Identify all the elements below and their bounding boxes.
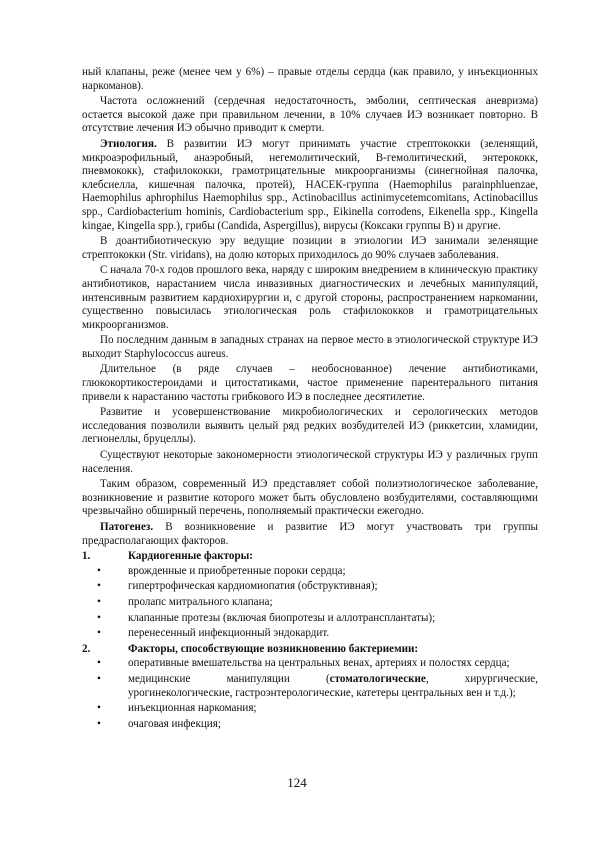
document-body — [82, 66, 538, 733]
bullet-icon: • — [97, 657, 101, 670]
bullet-icon: • — [97, 717, 101, 730]
etiology-heading: Этиология. — [100, 137, 157, 150]
bullet-icon: • — [97, 595, 101, 608]
pathogenesis-heading: Патогенез. — [100, 521, 154, 533]
paragraph: В доантибиотическую эру ведущие позиции в этиологии ИЭ занимали зеленящие стрептококки (Str. viridans), на долю которых приходилось до 90% случаев заболевания. — [82, 235, 538, 261]
list-item: • врожденные и приобретенные пороки сердца; — [82, 565, 538, 579]
bullet-icon: • — [97, 611, 101, 624]
list-item: • пролапс митрального клапана; — [82, 596, 538, 610]
section-number: 1. — [82, 550, 91, 563]
list-item: • гипертрофическая кардиомиопатия (обструктивная); — [82, 580, 538, 594]
page-number: 124 — [287, 775, 307, 790]
pathogenesis-text: В возникновение и развитие ИЭ могут участвовать три группы предрасполагающих факторов. — [82, 521, 538, 547]
etiology-text: В развитии ИЭ могут принимать участие стрептококки (зеленящий, микроаэрофильный, анаэробный, негемолитический, B-гемолитический, энтерококк, пневмококк), стафилококки, грамотрицательные микроорганизмы (синегнойная палочка, клебсиелла, кишечная палочка, протей), НАСЕК-группа (Haemophilus parainphluenzae, Haemophilus aphrophilus Haemophilus spp., Actinobacillus actinimycetemcomitans, Actinobacillus spp., Cardiobacterium hominis, Cardiobacterium spp., Eikinella corrodens, Eikenella spp., Kingella kingae, Kingella spp.), грибы (Candida, Aspergillus), вирусы (Коксаки группы В) и другие. — [82, 137, 538, 232]
section-title: Факторы, способствующие возникновению бактериемии: — [128, 642, 419, 655]
paragraph: Длительное (в ряде случаев – необоснованное) лечение антибиотиками, глюкокортикостероидами и цитостатиками, частое применение парентерального питания привели к нарастанию частоты грибкового ИЭ в последнее десятилетие. — [82, 363, 538, 403]
paragraph: Развитие и усовершенствование микробиологических и серологических методов исследования позволили выявить целый ряд редких возбудителей ИЭ (риккетсии, хламидии, легионеллы, бруцеллы). — [82, 406, 538, 446]
section-heading-2 — [82, 643, 538, 657]
list-item: • клапанные протезы (включая биопротезы и аллотрансплантаты); — [82, 612, 538, 626]
list-item: • медицинские манипуляции (стоматологические, хирургические, урогинекологические, гастроэнтерологические, катетеры центральных вен и т.д.); — [82, 673, 538, 700]
list-item: • инъекционная наркомания; — [82, 702, 538, 716]
paragraph: С начала 70-х годов прошлого века, наряду с широким внедрением в клиническую практику антибиотиков, нарастанием числа инвазивных диагностических и лечебных манипуляций, интенсивным развитием кардиохирургии и, с другой стороны, распространением наркомании, существенно повысилась этиологическая роль стафилококков и грамотрицательных микроорганизмов. — [82, 264, 538, 331]
paragraph: По последним данным в западных странах на первое место в этиологической структуре ИЭ выходит Staphylococcus aureus. — [82, 334, 538, 360]
paragraph-pathogenesis — [82, 521, 538, 548]
list-item: • перенесенный инфекционный эндокардит. — [82, 627, 538, 641]
bullet-icon: • — [97, 702, 101, 715]
list-item: • оперативные вмешательства на центральных венах, артериях и полостях сердца; — [82, 657, 538, 671]
section-number: 2. — [82, 642, 91, 655]
bullet-icon: • — [97, 672, 101, 685]
bullet-icon: • — [97, 564, 101, 577]
paragraph: Частота осложнений (сердечная недостаточность, эмболии, септическая аневризма) остается высокой даже при правильном лечении, в 10% случаев ИЭ возникает повторно. В отсутствие лечения ИЭ обычно приводит к смерти. — [82, 95, 538, 135]
paragraph-etiology — [82, 138, 538, 233]
bullet-icon: • — [97, 627, 101, 640]
paragraph: Существуют некоторые закономерности этиологической структуры ИЭ у различных групп населения. — [82, 449, 538, 475]
list-item: • очаговая инфекция; — [82, 718, 538, 732]
paragraph: Таким образом, современный ИЭ представляет собой полиэтиологическое заболевание, возникновение и развитие которого может быть обусловлено возбудителями, составляющими чрезвычайно обширный перечень, пополняемый практически ежегодно. — [82, 478, 538, 518]
section-heading-1 — [82, 550, 538, 564]
section-title: Кардиогенные факторы: — [128, 550, 253, 563]
paragraph: ный клапаны, реже (менее чем у 6%) – правые отделы сердца (как правило, у инъекционных наркоманов). — [82, 66, 538, 92]
bullet-icon: • — [97, 580, 101, 593]
